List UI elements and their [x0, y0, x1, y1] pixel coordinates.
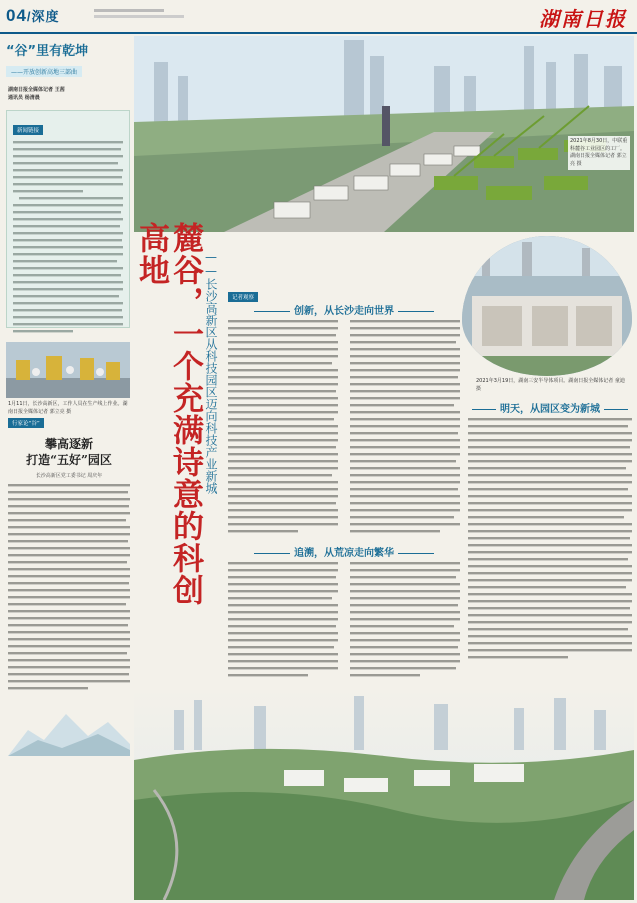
expert-tag: 行家论“谷”	[8, 418, 44, 428]
newspaper-logo: 湖南日报	[539, 7, 627, 31]
page-number: 04/深度	[6, 6, 60, 25]
construction-site-illustration	[134, 36, 634, 232]
city-panorama-illustration	[134, 690, 634, 900]
section-heading-3: 明天，从园区变为新城	[468, 400, 632, 415]
series-heading	[6, 40, 124, 80]
section-heading-2: 追溯，从荒凉走向繁华	[228, 544, 460, 559]
masthead-meta	[94, 7, 204, 18]
construction-site-photo	[134, 36, 634, 232]
news-link-box	[6, 110, 130, 328]
section3-body-lines	[468, 416, 632, 666]
reporter-observation-tag: 记者观察	[228, 292, 258, 302]
news-link-tag: 新闻链接	[13, 125, 43, 135]
story2-title: 攀高逐新 打造“五好”园区	[26, 437, 112, 467]
production-line-photo	[6, 342, 130, 398]
factory-aerial-illustration	[462, 236, 632, 376]
main-byline: 湖南日报全媒体记者 王茜 通讯员 杨清晨	[8, 87, 65, 101]
factory-aerial-photo	[462, 236, 632, 376]
landscape-sketch	[8, 696, 130, 756]
section1-body-lines	[228, 318, 460, 538]
top-photo-caption: 2021年8月30日，中联重科麓谷工业园区的工厂。湖南日报全媒体记者 郭立亮 摄	[568, 136, 630, 170]
text-lines-graphic	[13, 139, 123, 339]
series-subtitle: ——开放创新高地三部曲	[6, 66, 82, 77]
left-photo-caption: 1月11日，长沙高新区，工作人员在生产线上作业。湖南日报全媒体记者 郭立亮 摄	[8, 401, 128, 415]
factory-photo-caption: 2021年3月19日，湖南三安半导体项目。湖南日报全媒体记者 童迪 摄	[476, 378, 625, 392]
city-panorama-photo	[134, 690, 634, 900]
series-title: “谷”里有乾坤	[6, 44, 89, 59]
story2-byline: 长沙高新区党工委书记 周庆年	[35, 473, 103, 479]
production-line-illustration	[6, 342, 130, 398]
section2-body-lines	[228, 560, 460, 686]
subheadline: ——长沙高新区从科技园区迈向科技产业新城	[204, 250, 218, 494]
masthead	[0, 0, 637, 34]
story2-body-lines	[8, 482, 130, 692]
section-name: 深度	[31, 9, 60, 24]
section-heading-1: 创新，从长沙走向世界	[228, 302, 460, 317]
headline: 麓谷，一个充满诗意的科创高地	[133, 222, 203, 606]
